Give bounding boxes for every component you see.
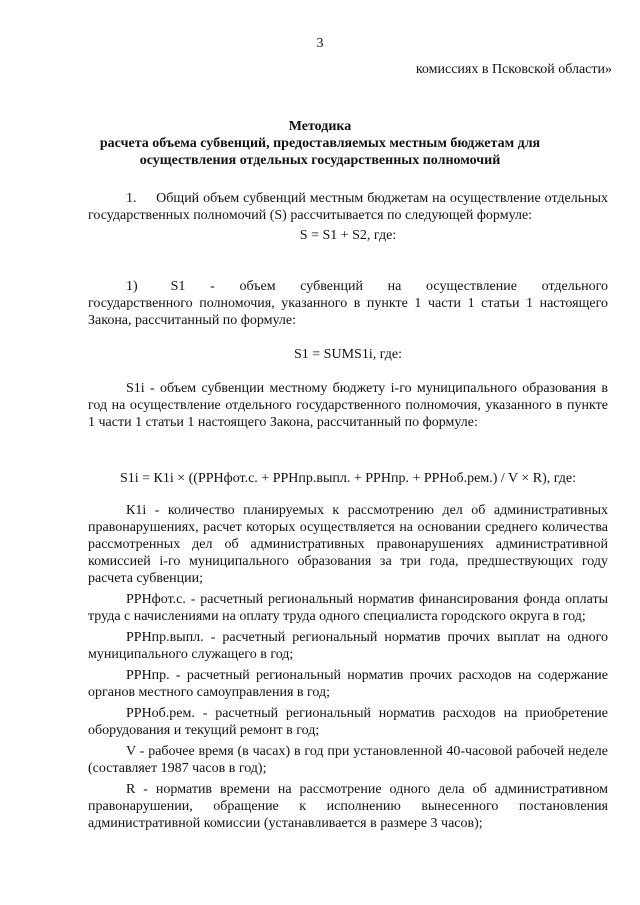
definition-v: V - рабочее время (в часах) в год при установленной 40-часовой рабочей неделе (составляет 1987 часов в год); (88, 744, 608, 776)
formula-s: S = S1 + S2, где: (299, 228, 397, 243)
definition-rrn-ob-rem: РРНоб.рем. - расчетный региональный норматив расходов на приобретение оборудования и текущий ремонт в год; (88, 706, 608, 738)
title-line-2: расчета объема субвенций, предоставляемых местным бюджетам для (99, 136, 541, 151)
definition-rrn-pr: РРНпр. - расчетный региональный норматив прочих расходов на содержание органов местного самоуправления в год; (88, 668, 608, 700)
section-4 (88, 380, 608, 431)
definition-rrn-fot: РРНфот.с. - расчетный региональный норматив финансирования фонда оплаты труда с начислениями на оплату труда одного специалиста городского округа в год; (88, 592, 608, 624)
section-5 (88, 470, 608, 487)
header-continuation: комиссиях в Псковской области» (415, 62, 612, 77)
page-number: 3 (316, 36, 324, 51)
formula-s1: S1 = SUMS1i, где: (294, 347, 402, 362)
definition-r: R - норматив времени на рассмотрение одного дела об административном правонарушении, обращение к исполнению вынесенного постановления административной комиссии (устанавливается в размере 3 часов); (88, 782, 608, 831)
section-1 (88, 190, 608, 244)
paragraph-1: 1. Общий объем субвенций местным бюджетам на осуществление отдельных государственных полномочий (S) рассчитывается по следующей формуле: (88, 191, 608, 223)
formula-s1i: S1i = К1i × ((РРНфот.с. + РРНпр.выпл. + РРНпр. + РРНоб.рем.) / V × R), где: (119, 471, 577, 486)
document-title (60, 118, 580, 169)
paragraph-2: 1) S1 - объем субвенций на осуществление отдельного государственного полномочия, указанного в пункте 1 части 1 статьи 1 настоящего Закона, рассчитанный по формуле: (88, 279, 608, 328)
definition-rrn-pr-vypl: РРНпр.выпл. - расчетный региональный норматив прочих выплат на одного муниципального служащего в год; (88, 630, 608, 662)
title-line-3: осуществления отдельных государственных полномочий (139, 153, 501, 168)
paragraph-3: S1i - объем субвенции местному бюджету i-го муниципального образования в год на осуществление отдельного государственного полномочия, указанного в пункте 1 части 1 статьи 1 настоящего Закона, рассчитанный по формуле: (88, 381, 608, 430)
section-3 (88, 346, 608, 363)
section-2 (88, 278, 608, 329)
definition-k1i: К1i - количество планируемых к рассмотрению дел об административных правонарушениях, расчет которых осуществляется на основании среднего количества рассмотренных дел об административных правонарушениях административной комиссией i-го муниципального образования за три года, предшествующих году расчета субвенции; (88, 503, 608, 586)
definitions-list (88, 502, 608, 832)
title-line-1: Методика (288, 119, 352, 134)
